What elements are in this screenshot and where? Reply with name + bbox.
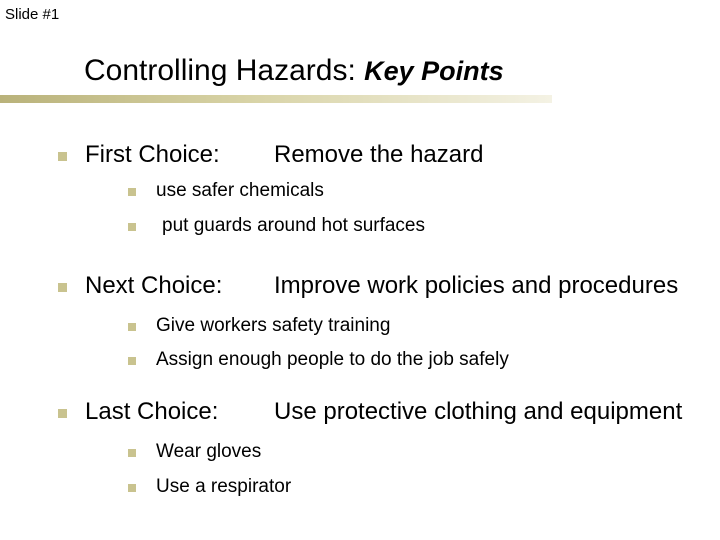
choice-3-item-1: Wear gloves: [156, 441, 262, 462]
choice-3-label: Last Choice:: [85, 398, 219, 425]
choice-3-item-2: Use a respirator: [156, 476, 292, 497]
title-emphasis: Key Points: [364, 56, 504, 86]
bullet-icon: [128, 323, 136, 331]
title-main: Controlling Hazards:: [84, 54, 365, 87]
bullet-icon: [128, 223, 136, 231]
choice-2-item-1: Give workers safety training: [156, 315, 391, 336]
bullet-icon: [128, 357, 136, 365]
choice-3-action: Use protective clothing and equipment: [274, 398, 683, 425]
bullet-icon: [128, 484, 136, 492]
choice-1-item-2: put guards around hot surfaces: [162, 215, 426, 236]
bullet-icon: [128, 188, 136, 196]
bullet-icon: [58, 283, 67, 292]
choice-1-label: First Choice:: [85, 141, 220, 168]
bullet-icon: [58, 409, 67, 418]
choice-1-item-1: use safer chemicals: [156, 180, 324, 201]
title-underline-rule: [0, 95, 552, 103]
slide-number-label: Slide #1: [5, 6, 60, 23]
bullet-icon: [58, 152, 67, 161]
choice-2-label: Next Choice:: [85, 272, 223, 299]
choice-1-action: Remove the hazard: [274, 141, 484, 168]
bullet-icon: [128, 449, 136, 457]
choice-2-action: Improve work policies and procedures: [274, 272, 679, 299]
slide-title: [84, 54, 504, 88]
choice-2-item-2: Assign enough people to do the job safely: [156, 349, 509, 370]
